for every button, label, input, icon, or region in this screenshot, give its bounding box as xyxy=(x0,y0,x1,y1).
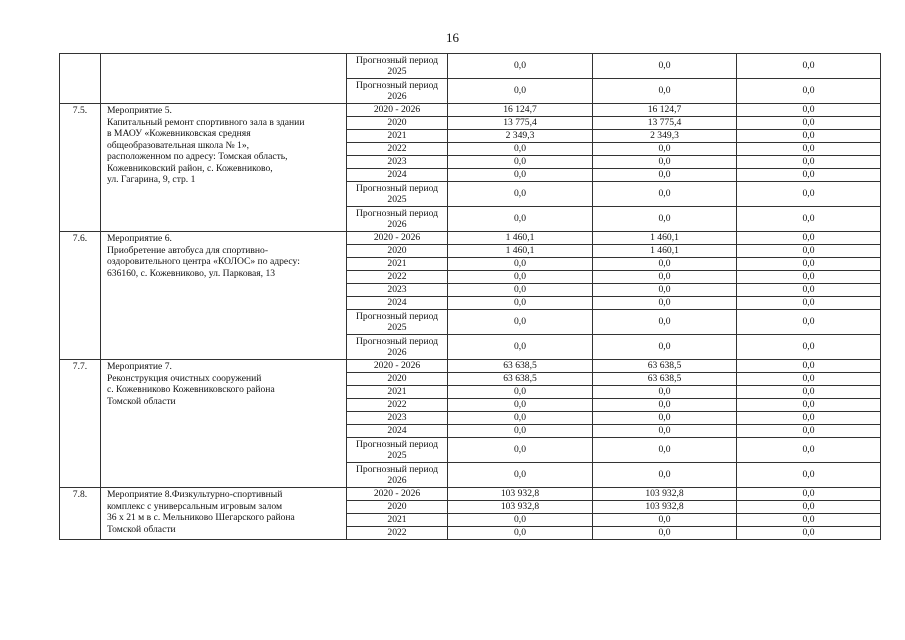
description-line: ул. Гагарина, 9, стр. 1 xyxy=(107,174,196,185)
amount-cell: 0,0 xyxy=(593,271,737,284)
period-cell xyxy=(347,258,448,271)
amount-cell: 0,0 xyxy=(448,438,593,463)
period-line: 2024 xyxy=(387,425,407,437)
amount-cell: 13 775,4 xyxy=(448,117,593,130)
amount-cell: 63 638,5 xyxy=(593,360,737,373)
amount-cell: 0,0 xyxy=(737,143,881,156)
amount-cell: 103 932,8 xyxy=(448,501,593,514)
table-row xyxy=(60,54,881,79)
period-cell xyxy=(347,488,448,501)
period-line: Прогнозный период xyxy=(355,79,438,91)
item-number: 7.5. xyxy=(60,104,101,232)
description-line: Кожевниковский район, с. Кожевниково, xyxy=(107,162,273,174)
period-cell xyxy=(347,143,448,156)
item-description xyxy=(101,232,347,360)
amount-cell: 0,0 xyxy=(448,335,593,360)
description-line: с. Кожевниково Кожевниковского района xyxy=(107,384,275,395)
period-line: 2021 xyxy=(387,130,407,142)
amount-cell: 0,0 xyxy=(737,156,881,169)
description-line: Реконструкция очистных сооружений xyxy=(107,372,262,384)
amount-cell: 0,0 xyxy=(737,463,881,488)
page-number: 16 xyxy=(446,30,459,45)
table-row xyxy=(60,104,881,117)
amount-cell: 0,0 xyxy=(737,373,881,386)
item-description xyxy=(101,54,347,104)
period-line: 2020 xyxy=(387,117,407,129)
amount-cell: 1 460,1 xyxy=(448,232,593,245)
period-line: 2023 xyxy=(387,284,407,296)
amount-cell: 0,0 xyxy=(593,284,737,297)
amount-cell: 0,0 xyxy=(593,438,737,463)
amount-cell: 0,0 xyxy=(737,130,881,143)
period-cell xyxy=(347,463,448,488)
period-cell xyxy=(347,310,448,335)
amount-cell: 103 932,8 xyxy=(593,501,737,514)
period-line: Прогнозный период xyxy=(355,54,438,66)
period-line: 2026 xyxy=(387,219,407,230)
period-cell xyxy=(347,245,448,258)
amount-cell: 0,0 xyxy=(448,463,593,488)
description-line: комплекс с универсальным игровым залом xyxy=(107,500,283,512)
period-line: Прогнозный период xyxy=(355,310,438,322)
amount-cell: 63 638,5 xyxy=(448,360,593,373)
period-cell xyxy=(347,360,448,373)
amount-cell: 0,0 xyxy=(448,169,593,182)
period-line: 2023 xyxy=(387,156,407,168)
period-line: 2024 xyxy=(387,297,407,309)
amount-cell: 0,0 xyxy=(737,360,881,373)
amount-cell: 0,0 xyxy=(737,297,881,310)
period-cell xyxy=(347,79,448,104)
amount-cell: 0,0 xyxy=(448,258,593,271)
period-cell xyxy=(347,386,448,399)
amount-cell: 0,0 xyxy=(737,527,881,540)
period-line: 2021 xyxy=(387,514,407,526)
amount-cell: 0,0 xyxy=(737,245,881,258)
description-line: Томской области xyxy=(107,395,176,407)
item-description xyxy=(101,104,347,232)
amount-cell: 0,0 xyxy=(448,182,593,207)
amount-cell: 0,0 xyxy=(737,399,881,412)
amount-cell: 1 460,1 xyxy=(593,245,737,258)
amount-cell: 0,0 xyxy=(737,169,881,182)
amount-cell: 0,0 xyxy=(737,501,881,514)
amount-cell: 0,0 xyxy=(737,117,881,130)
period-cell xyxy=(347,54,448,79)
period-cell xyxy=(347,297,448,310)
amount-cell: 16 124,7 xyxy=(448,104,593,117)
period-cell xyxy=(347,412,448,425)
period-line: 2025 xyxy=(387,322,407,333)
period-cell xyxy=(347,104,448,117)
amount-cell: 63 638,5 xyxy=(448,373,593,386)
period-line: 2026 xyxy=(387,347,407,358)
description-line: Мероприятие 5. xyxy=(107,105,172,116)
period-cell xyxy=(347,501,448,514)
amount-cell: 0,0 xyxy=(737,438,881,463)
table-row xyxy=(60,360,881,373)
description-line: Мероприятие 8.Физкультурно-спортивный xyxy=(107,489,283,500)
description-line: 36 х 21 м в с. Мельниково Шегарского района xyxy=(107,512,295,523)
period-line: Прогнозный период xyxy=(355,335,438,347)
amount-cell: 1 460,1 xyxy=(593,232,737,245)
amount-cell: 0,0 xyxy=(448,527,593,540)
amount-cell: 0,0 xyxy=(593,425,737,438)
amount-cell: 0,0 xyxy=(448,412,593,425)
item-number: 7.6. xyxy=(60,232,101,360)
period-line: 2022 xyxy=(387,143,407,155)
description-line: расположенном по адресу: Томская область, xyxy=(107,151,288,162)
period-cell xyxy=(347,207,448,232)
amount-cell: 0,0 xyxy=(593,514,737,527)
amount-cell: 0,0 xyxy=(737,104,881,117)
amount-cell: 103 932,8 xyxy=(593,488,737,501)
period-cell xyxy=(347,373,448,386)
amount-cell: 0,0 xyxy=(448,284,593,297)
period-cell xyxy=(347,156,448,169)
amount-cell: 0,0 xyxy=(593,156,737,169)
amount-cell: 0,0 xyxy=(593,463,737,488)
period-cell xyxy=(347,271,448,284)
amount-cell: 63 638,5 xyxy=(593,373,737,386)
period-line: 2020 - 2026 xyxy=(373,104,421,116)
amount-cell: 0,0 xyxy=(737,54,881,79)
amount-cell: 0,0 xyxy=(593,527,737,540)
amount-cell: 0,0 xyxy=(737,79,881,104)
amount-cell: 0,0 xyxy=(448,514,593,527)
amount-cell: 0,0 xyxy=(593,386,737,399)
description-line: 636160, с. Кожевниково, ул. Парковая, 13 xyxy=(107,267,276,279)
period-line: 2020 xyxy=(387,501,407,513)
period-cell xyxy=(347,232,448,245)
period-line: 2025 xyxy=(387,450,407,461)
amount-cell: 0,0 xyxy=(737,425,881,438)
amount-cell: 0,0 xyxy=(593,169,737,182)
period-line: 2025 xyxy=(387,194,407,205)
amount-cell: 0,0 xyxy=(737,284,881,297)
amount-cell: 0,0 xyxy=(593,143,737,156)
period-line: 2021 xyxy=(387,386,407,398)
amount-cell: 0,0 xyxy=(448,54,593,79)
description-line: Томской области xyxy=(107,523,176,535)
description-line: оздоровительного центра «КОЛОС» по адресу: xyxy=(107,256,300,267)
amount-cell: 0,0 xyxy=(737,310,881,335)
period-cell xyxy=(347,335,448,360)
amount-cell: 0,0 xyxy=(593,79,737,104)
period-line: Прогнозный период xyxy=(355,438,438,450)
period-line: 2022 xyxy=(387,271,407,283)
amount-cell: 0,0 xyxy=(593,207,737,232)
amount-cell: 0,0 xyxy=(737,488,881,501)
amount-cell: 0,0 xyxy=(737,514,881,527)
period-line: 2023 xyxy=(387,412,407,424)
amount-cell: 2 349,3 xyxy=(593,130,737,143)
amount-cell: 1 460,1 xyxy=(448,245,593,258)
period-line: Прогнозный период xyxy=(355,207,438,219)
amount-cell: 0,0 xyxy=(737,207,881,232)
period-cell xyxy=(347,182,448,207)
amount-cell: 0,0 xyxy=(737,386,881,399)
item-number xyxy=(60,54,101,104)
period-cell xyxy=(347,284,448,297)
period-line: 2020 - 2026 xyxy=(373,360,421,372)
amount-cell: 0,0 xyxy=(593,335,737,360)
description-line: в МАОУ «Кожевниковская средняя xyxy=(107,128,251,139)
period-cell xyxy=(347,425,448,438)
amount-cell: 0,0 xyxy=(448,425,593,438)
amount-cell: 0,0 xyxy=(448,271,593,284)
period-cell xyxy=(347,117,448,130)
period-line: 2020 - 2026 xyxy=(373,488,421,500)
amount-cell: 0,0 xyxy=(448,79,593,104)
period-line: 2021 xyxy=(387,258,407,270)
amount-cell: 0,0 xyxy=(448,399,593,412)
amount-cell: 0,0 xyxy=(593,258,737,271)
item-description xyxy=(101,360,347,488)
amount-cell: 0,0 xyxy=(737,271,881,284)
amount-cell: 0,0 xyxy=(737,232,881,245)
period-cell xyxy=(347,514,448,527)
amount-cell: 0,0 xyxy=(593,297,737,310)
amount-cell: 0,0 xyxy=(737,335,881,360)
period-line: Прогнозный период xyxy=(355,182,438,194)
description-line: Мероприятие 7. xyxy=(107,361,172,372)
amount-cell: 0,0 xyxy=(593,310,737,335)
amount-cell: 0,0 xyxy=(448,297,593,310)
period-line: 2026 xyxy=(387,91,407,102)
item-number: 7.7. xyxy=(60,360,101,488)
period-line: Прогнозный период xyxy=(355,463,438,475)
amount-cell: 0,0 xyxy=(737,182,881,207)
description-line: Приобретение автобуса для спортивно- xyxy=(107,244,269,256)
period-cell xyxy=(347,527,448,540)
period-line: 2022 xyxy=(387,399,407,411)
period-line: 2025 xyxy=(387,66,407,77)
period-cell xyxy=(347,130,448,143)
amount-cell: 0,0 xyxy=(737,412,881,425)
period-cell xyxy=(347,399,448,412)
amount-cell: 0,0 xyxy=(448,386,593,399)
period-line: 2024 xyxy=(387,169,407,181)
amount-cell: 2 349,3 xyxy=(448,130,593,143)
amount-cell: 0,0 xyxy=(448,310,593,335)
amount-cell: 0,0 xyxy=(448,156,593,169)
period-cell xyxy=(347,438,448,463)
amount-cell: 0,0 xyxy=(593,399,737,412)
amount-cell: 16 124,7 xyxy=(593,104,737,117)
period-cell xyxy=(347,169,448,182)
item-description xyxy=(101,488,347,540)
amount-cell: 0,0 xyxy=(448,143,593,156)
item-number: 7.8. xyxy=(60,488,101,540)
description-line: общеобразовательная школа № 1», xyxy=(107,139,250,151)
description-line: Мероприятие 6. xyxy=(107,233,172,244)
period-line: 2022 xyxy=(387,527,407,539)
period-line: 2026 xyxy=(387,475,407,486)
budget-table xyxy=(59,53,881,540)
amount-cell: 0,0 xyxy=(737,258,881,271)
table-row xyxy=(60,488,881,501)
period-line: 2020 xyxy=(387,373,407,385)
amount-cell: 0,0 xyxy=(593,412,737,425)
description-line: Капитальный ремонт спортивного зала в здании xyxy=(107,116,305,128)
amount-cell: 0,0 xyxy=(593,54,737,79)
amount-cell: 103 932,8 xyxy=(448,488,593,501)
period-line: 2020 xyxy=(387,245,407,257)
table-row xyxy=(60,232,881,245)
amount-cell: 0,0 xyxy=(593,182,737,207)
amount-cell: 0,0 xyxy=(448,207,593,232)
period-line: 2020 - 2026 xyxy=(373,232,421,244)
amount-cell: 13 775,4 xyxy=(593,117,737,130)
